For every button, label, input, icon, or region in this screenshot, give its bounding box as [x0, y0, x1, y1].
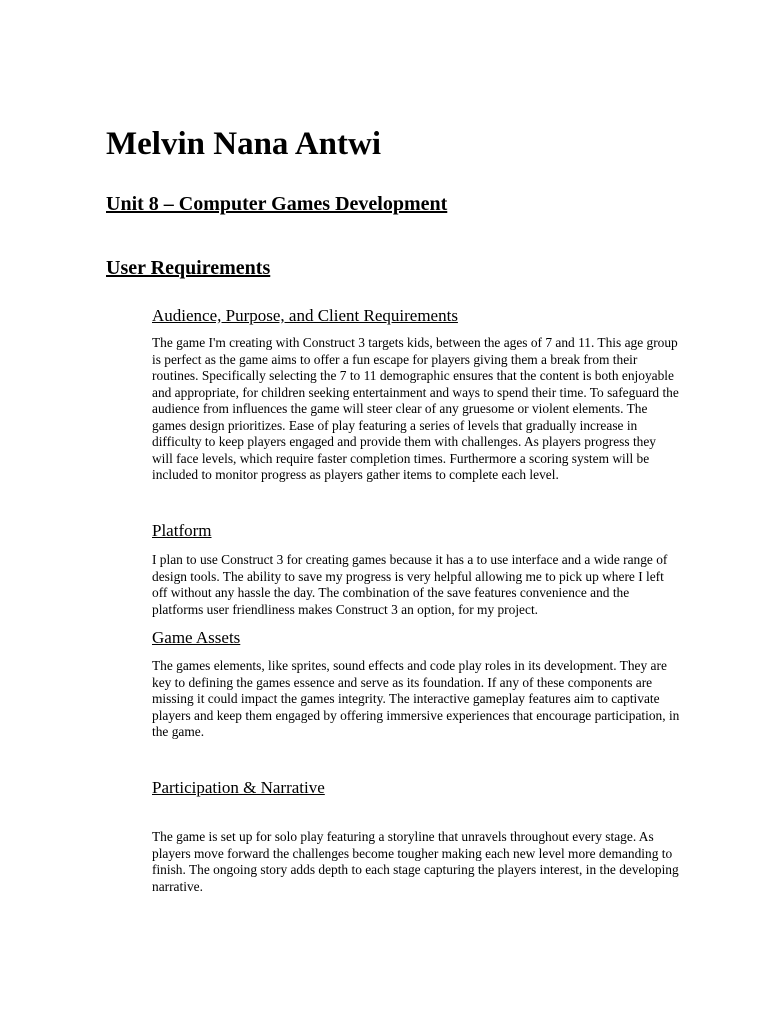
paragraph-game-assets: The games elements, like sprites, sound effects and code play roles in its development. They are key to defining the games essence and serve as its foundation. If any of these components are missing it could impact the games integrity. The interactive gameplay features aim to captivate players and keep them engaged by offering immersive experiences that encourage participation, in the game.: [152, 658, 680, 739]
section-title-user-requirements: User Requirements: [106, 257, 271, 279]
subsection-heading-platform: Platform: [152, 521, 212, 540]
unit-title: Unit 8 – Computer Games Development: [106, 193, 448, 215]
author-name: Melvin Nana Antwi: [106, 126, 382, 162]
paragraph-audience: The game I'm creating with Construct 3 targets kids, between the ages of 7 and 11. This age group is perfect as the game aims to offer a fun escape for players giving them a break from their routines. Specifically selecting the 7 to 11 demographic ensures that the content is both enjoyable and appropriate, for children seeking entertainment and ways to spend their time. To safeguard the audience from influences the game will steer clear of any gruesome or violent elements. The games design prioritizes. Ease of play featuring a series of levels that gradually increase in difficulty to keep players engaged and provide them with challenges. As players progress they will face levels, which require faster completion times. Furthermore a scoring system will be included to monitor progress as players gather items to complete each level.: [152, 335, 679, 482]
subsection-heading-game-assets: Game Assets: [152, 628, 241, 647]
subsection-heading-participation: Participation & Narrative: [152, 778, 325, 797]
paragraph-platform: I plan to use Construct 3 for creating games because it has a to use interface and a wide range of design tools. The ability to save my progress is very helpful allowing me to pick up where I left off without any hassle the day. The combination of the save features convenience and the platforms user friendliness makes Construct 3 an option, for my project.: [152, 552, 668, 617]
subsection-heading-audience: Audience, Purpose, and Client Requirements: [152, 306, 458, 325]
paragraph-participation: The game is set up for solo play featuring a storyline that unravels throughout every stage. As players move forward the challenges become tougher making each new level more demanding to finish. The ongoing story adds depth to each stage capturing the players interest, in the developing narrative.: [152, 829, 679, 894]
